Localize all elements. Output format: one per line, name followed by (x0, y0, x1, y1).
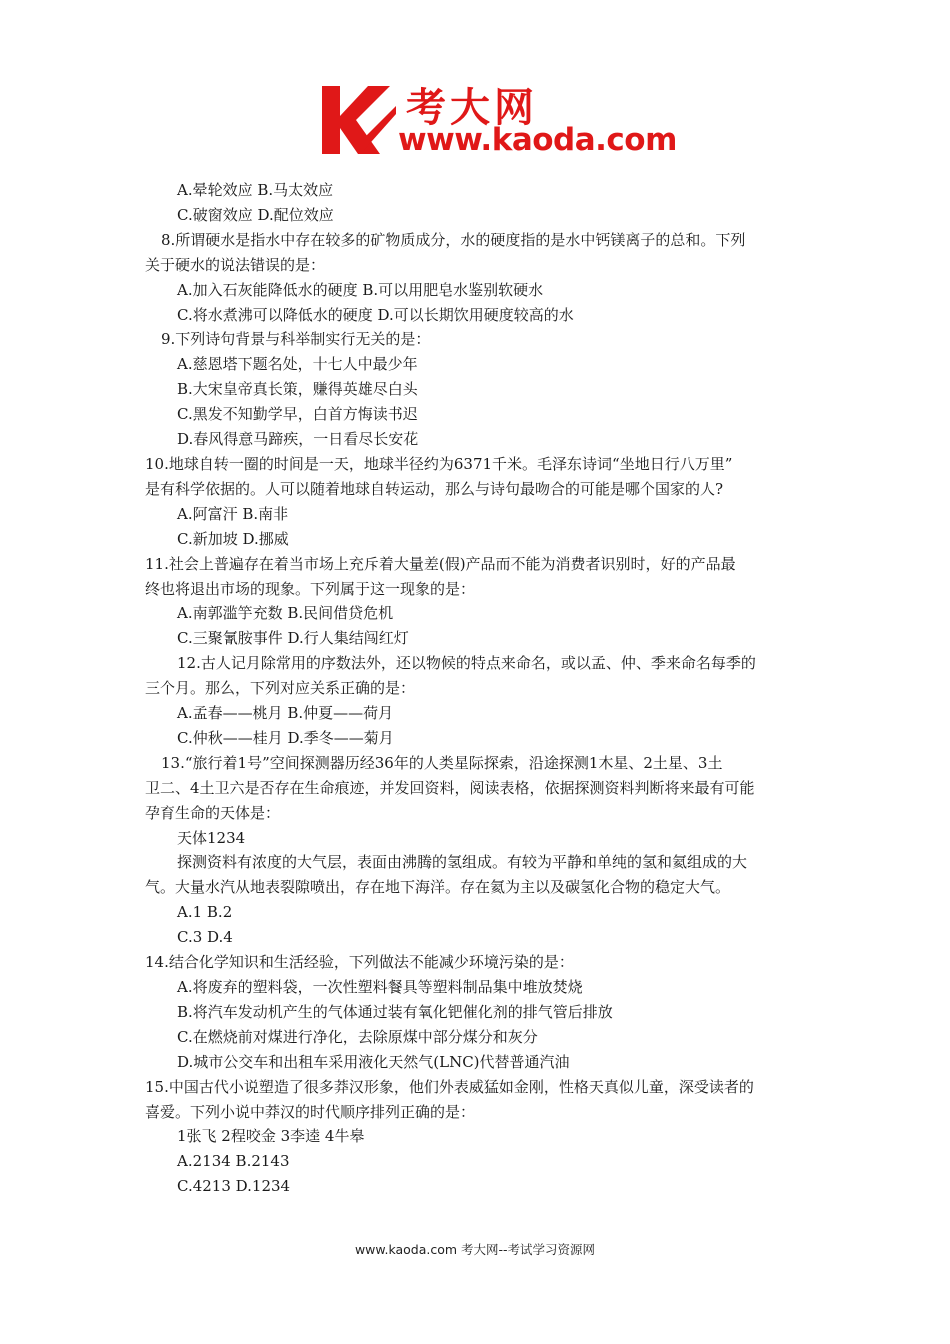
text-line: D.城市公交车和出租车采用液化天然气(LNC)代替普通汽油 (177, 1052, 570, 1071)
text-line: 9.下列诗句背景与科举制实行无关的是： (161, 330, 431, 349)
kaoda-logo (318, 78, 677, 160)
text-line: 11.社会上普遍存在着当市场上充斥着大量差(假)产品而不能为消费者识别时，好的产品最 (145, 554, 736, 573)
text-line: 天体1234 (177, 828, 246, 847)
text-line: A.阿富汗 B.南非 (177, 504, 289, 523)
text-line: 气。大量水汽从地表裂隙喷出，存在地下海洋。存在氦为主以及碳氢化合物的稳定大气。 (145, 878, 731, 897)
text-line: 15.中国古代小说塑造了很多莽汉形象，他们外表威猛如金刚，性格天真似儿童，深受读者的 (145, 1077, 754, 1096)
text-line: 8.所谓硬水是指水中存在较多的矿物质成分，水的硬度指的是水中钙镁离子的总和。下列 (161, 230, 746, 249)
text-line: 探测资料有浓度的大气层，表面由沸腾的氢组成。有较为平静和单纯的氢和氦组成的大 (177, 853, 748, 872)
text-line: 孕育生命的天体是： (145, 803, 281, 822)
text-line: C.破窗效应 D.配位效应 (177, 205, 334, 224)
text-line: A.晕轮效应 B.马太效应 (177, 181, 334, 199)
text-line: 喜爱。下列小说中莽汉的时代顺序排列正确的是： (145, 1102, 476, 1121)
text-line: A.2134 B.2143 (177, 1152, 290, 1171)
text-line: C.3 D.4 (177, 928, 233, 947)
text-line: 卫二、4土卫六是否存在生命痕迹，并发回资料，阅读表格，依据探测资料判断将来最有可能 (145, 778, 755, 797)
text-line: 12.古人记月除常用的序数法外，还以物候的特点来命名，或以孟、仲、季来命名每季的 (177, 654, 756, 673)
text-line: C.三聚氰胺事件 D.行人集结闯红灯 (177, 629, 409, 648)
text-line: 三个月。那么，下列对应关系正确的是： (145, 679, 416, 698)
text-line: A.慈恩塔下题名处，十七人中最少年 (177, 355, 418, 374)
text-line: C.4213 D.1234 (177, 1177, 291, 1196)
text-line: A.将废弃的塑料袋，一次性塑料餐具等塑料制品集中堆放焚烧 (177, 978, 583, 996)
text-line: 终也将退出市场的现象。下列属于这一现象的是： (145, 579, 476, 598)
logo-brand-name: 考大网 (406, 85, 538, 131)
page-footer: www.kaoda.com 考大网--考试学习资源网 (354, 1242, 596, 1257)
text-line: C.新加坡 D.挪威 (177, 529, 289, 548)
text-line: 关于硬水的说法错误的是： (145, 255, 326, 274)
text-line: A.加入石灰能降低水的硬度 B.可以用肥皂水鉴别软硬水 (177, 280, 544, 299)
text-line: 14.结合化学知识和生活经验，下列做法不能减少环境污染的是： (145, 953, 574, 972)
text-line: C.在燃烧前对煤进行净化，去除原煤中部分煤分和灰分 (177, 1027, 538, 1046)
text-line: 13.“旅行着1号”空间探测器历经36年的人类星际探索，沿途探测1木星、2土星、3土 (161, 753, 723, 772)
text-line: A.南郭滥竽充数 B.民间借贷危机 (177, 604, 394, 623)
text-line: C.将水煮沸可以降低水的硬度 D.可以长期饮用硬度较高的水 (177, 305, 574, 324)
k-logo-icon (318, 84, 398, 156)
text-line: 是有科学依据的。人可以随着地球自转运动，那么与诗句最吻合的可能是哪个国家的人? (145, 479, 724, 498)
text-line: B.大宋皇帝真长策，赚得英雄尽白头 (177, 380, 418, 399)
text-line: D.春风得意马蹄疾，一日看尽长安花 (177, 430, 419, 449)
logo-brand-url: www.kaoda.com (398, 122, 677, 158)
text-line: A.1 B.2 (177, 903, 233, 922)
text-line: B.将汽车发动机产生的气体通过装有氧化钯催化剂的排气管后排放 (177, 1002, 613, 1021)
text-line: C.仲秋——桂月 D.季冬——菊月 (177, 728, 394, 747)
text-line: A.孟春——桃月 B.仲夏——荷月 (177, 704, 394, 723)
text-line: 10.地球自转一圈的时间是一天，地球半径约为6371千米。毛泽东诗词“坐地日行八万里” (145, 454, 733, 473)
document-body (145, 178, 810, 1199)
text-line: C.黑发不知勤学早，白首方悔读书迟 (177, 405, 418, 424)
text-line: 1张飞 2程咬金 3李逵 4牛皋 (177, 1127, 365, 1146)
